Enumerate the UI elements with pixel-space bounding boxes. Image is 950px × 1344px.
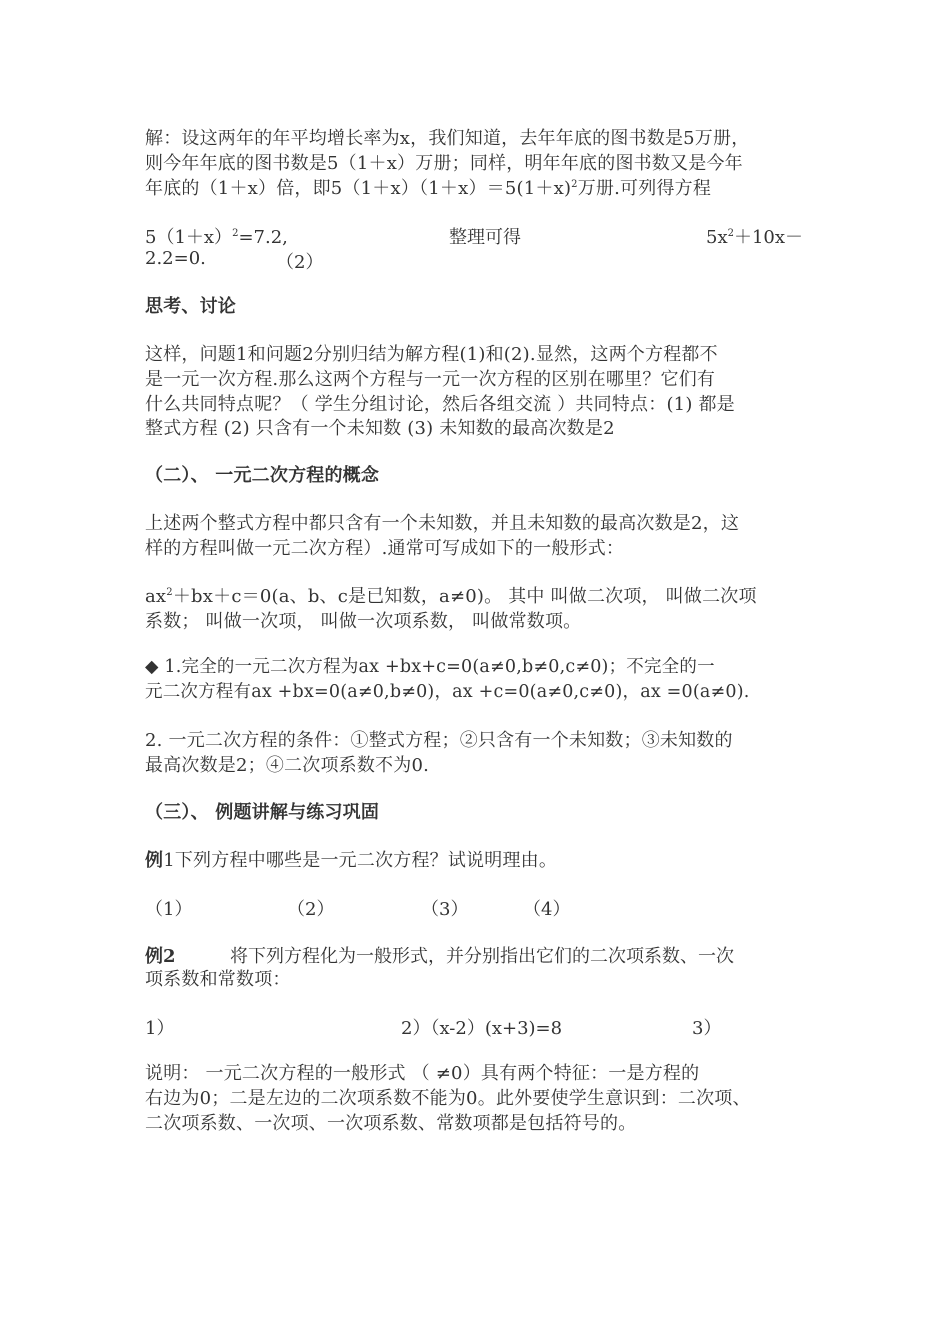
discussion-line-4: 整式方程 (2) 只含有一个未知数 (3) 未知数的最高次数是2 <box>145 418 615 439</box>
solution-line-1: 解：设这两年的年平均增长率为x，我们知道，去年年底的图书数是5万册， <box>145 128 750 149</box>
example-1-item: （1） <box>145 899 193 920</box>
exponent: 2 <box>232 228 239 239</box>
discussion-line-1: 这样，问题1和问题2分别归结为解方程(1)和(2).显然，这两个方程都不 <box>145 344 718 365</box>
note-2-line-2: 最高次数是2；④二次项系数不为0. <box>145 755 430 776</box>
example-2-item: 1） <box>145 1018 175 1039</box>
explanation-line-1: 说明： 一元二次方程的一般形式 （ ≠0）具有两个特征：一是方程的 <box>145 1063 700 1084</box>
example-1-item: （4） <box>523 899 571 920</box>
equation-left-text: 5（1＋x） <box>145 227 233 248</box>
equation-line-2: 2.2=0. <box>145 248 206 269</box>
example-1-label: 例 <box>145 850 164 871</box>
note-2-line-1: 2. 一元二次方程的条件：①整式方程；②只含有一个未知数；③未知数的 <box>145 730 733 751</box>
note-1-line-1: ◆ 1.完全的一元二次方程为ax +bx+c=0(a≠0,b≠0,c≠0)；不完全的一 <box>145 657 715 677</box>
concept-line-2: 样的方程叫做一元二次方程）.通常可写成如下的一般形式： <box>145 538 625 559</box>
solution-line-3-text: 年底的（1＋x）倍，即5（1＋x）（1＋x）＝5(1＋x) <box>145 178 572 199</box>
note-1-line-2: 元二次方程有ax +bx=0(a≠0,b≠0)，ax +c=0(a≠0,c≠0)，ax =0(a≠0). <box>145 682 750 702</box>
example-2-line-2: 项系数和常数项： <box>145 969 291 990</box>
example-2-label: 例2 <box>145 946 176 967</box>
example-1 <box>145 848 810 873</box>
equation-middle: 整理可得 <box>449 227 521 248</box>
concept-line-1: 上述两个整式方程中都只含有一个未知数，并且未知数的最高次数是2，这 <box>145 513 740 534</box>
equation-right-text: 5x <box>706 227 728 248</box>
equation-left <box>145 223 288 249</box>
general-form-line-1 <box>145 584 810 609</box>
exponent: 2 <box>571 179 578 190</box>
explanation-line-3: 二次项系数、一次项、一次项系数、常数项都是包括符号的。 <box>145 1113 637 1134</box>
solution-line-3-tail: 万册.可列得方程 <box>577 178 712 199</box>
solution-line-2: 则今年年底的图书数是5（1＋x）万册；同样，明年年底的图书数又是今年 <box>145 153 743 174</box>
think-heading: 思考、讨论 <box>145 296 236 317</box>
general-form-text: ax <box>145 586 167 607</box>
equation-right <box>706 223 803 249</box>
equation-label: （2） <box>276 252 324 273</box>
section-3-heading: （三）、 例题讲解与练习巩固 <box>145 802 380 823</box>
general-form-line-2: 系数； 叫做一次项， 叫做一次项系数， 叫做常数项。 <box>145 611 582 632</box>
explanation-line-2: 右边为0；二是左边的二次项系数不能为0。此外要使学生意识到：二次项、 <box>145 1088 751 1109</box>
equation-right-tail: ＋10x－ <box>733 227 804 248</box>
exponent: 2 <box>727 228 734 239</box>
example-2-item: 2）（x-2）(x+3)=8 <box>401 1018 563 1039</box>
general-form-tail: ＋bx＋c＝0(a、b、c是已知数，a≠0)。 其中 叫做二次项， 叫做二次项 <box>172 586 757 607</box>
example-2-line-1: 将下列方程化为一般形式，并分别指出它们的二次项系数、一次 <box>230 946 734 967</box>
example-1-text: 1下列方程中哪些是一元二次方程？试说明理由。 <box>163 850 558 871</box>
discussion-line-2: 是一元一次方程.那么这两个方程与一元一次方程的区别在哪里？它们有 <box>145 369 716 390</box>
solution-line-3 <box>145 176 810 201</box>
example-2-item: 3） <box>692 1018 722 1039</box>
section-2-heading: （二）、 一元二次方程的概念 <box>145 465 380 486</box>
discussion-line-3: 什么共同特点呢？（ 学生分组讨论，然后各组交流 ）共同特点：(1) 都是 <box>145 394 735 415</box>
example-1-item: （3） <box>421 899 469 920</box>
example-1-item: （2） <box>287 899 335 920</box>
equation-left-tail: =7.2, <box>238 227 288 248</box>
exponent: 2 <box>166 587 173 598</box>
